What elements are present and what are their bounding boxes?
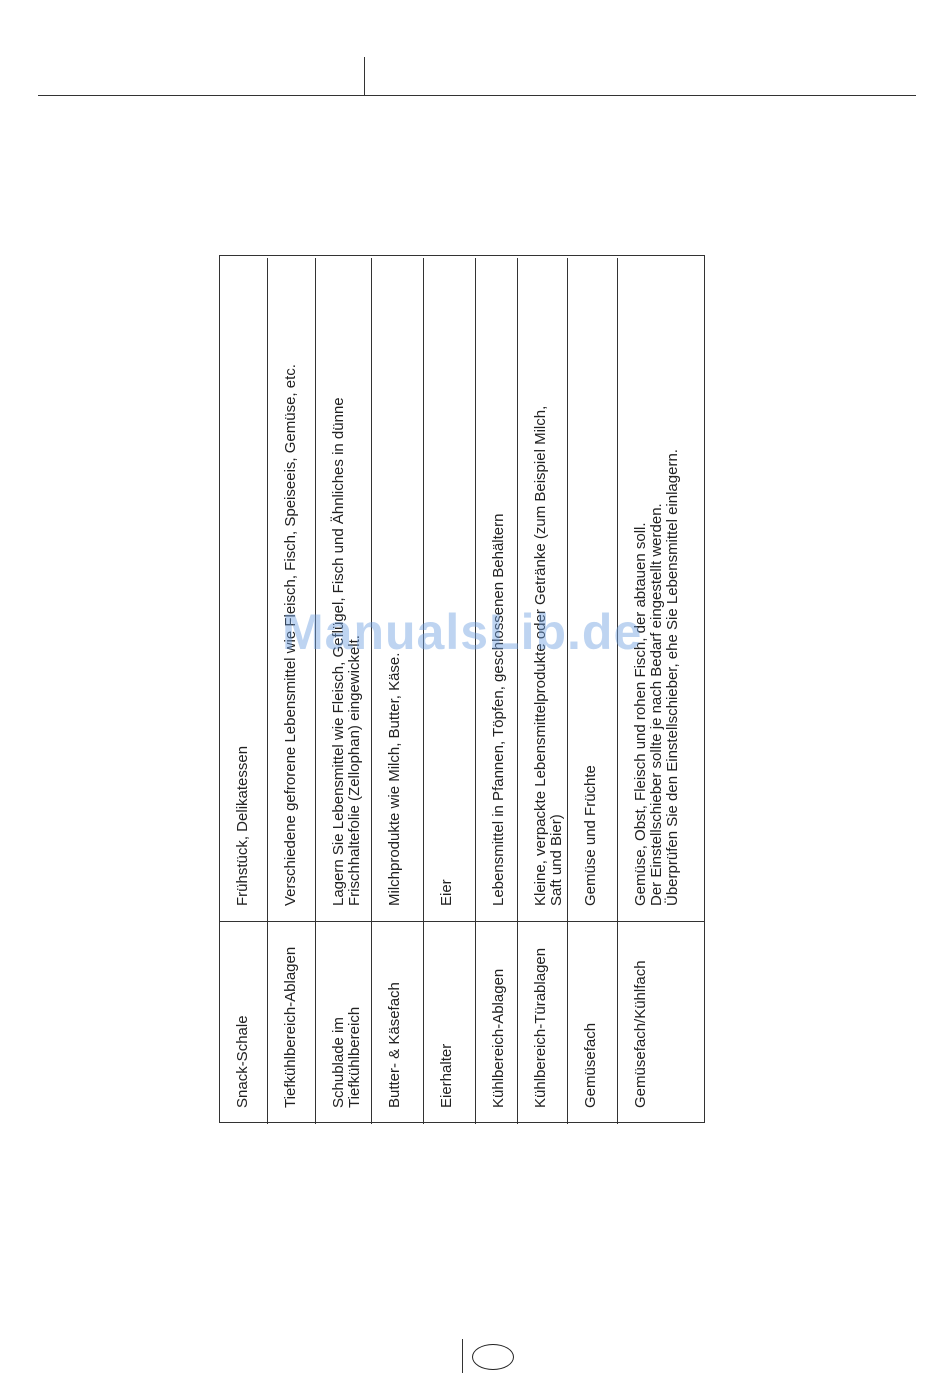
compartment-description [633, 266, 681, 906]
table-row [316, 258, 372, 1124]
storage-table-rotated [220, 258, 704, 1124]
description-line: Kleine, verpackte Lebensmittelprodukte oder Getränke (zum Beispiel Milch, [532, 405, 549, 906]
compartment-description [387, 266, 403, 906]
compartment-name: Kühlbereich-Türablagen [532, 947, 549, 1108]
table-row [220, 258, 268, 1124]
compartment-description [533, 266, 565, 906]
storage-table [219, 255, 705, 1123]
compartment-description [583, 266, 599, 906]
header-divider-tick [364, 57, 365, 95]
description-line: Verschiedene gefrorene Lebensmittel wie Fleisch, Fisch, Speiseeis, Gemüse, etc. [282, 364, 299, 906]
description-line: Frühstück, Delikatessen [234, 745, 251, 906]
table-row [518, 258, 568, 1124]
description-line: Milchprodukte wie Milch, Butter, Käse. [386, 652, 403, 906]
compartment-name: Kühlbereich-Ablagen [490, 968, 507, 1108]
compartment-description [331, 266, 363, 906]
compartment-description [439, 266, 455, 906]
description-line: Eier [438, 879, 455, 906]
page-number-oval [472, 1344, 514, 1370]
compartment-name: Snack-Schale [234, 1015, 251, 1108]
table-row [618, 258, 704, 1124]
footer-divider-tick [462, 1339, 463, 1373]
compartment-description [491, 266, 507, 906]
description-line: Saft und Bier) [548, 814, 565, 906]
compartment-description [235, 266, 251, 906]
compartment-name: Tiefkühlbereich-Ablagen [282, 946, 299, 1108]
compartment-name: Butter- & Käsefach [386, 982, 403, 1108]
table-row [268, 258, 316, 1124]
description-line: Frischhaltefolie (Zellophan) eingewickelt. [346, 635, 363, 906]
compartment-name: Schublade im Tiefkühlbereich [330, 1006, 363, 1108]
watermark: ManualsLib.de [282, 604, 643, 660]
description-line: Gemüse, Obst, Fleisch und rohen Fisch, der abtauen soll. [632, 522, 649, 906]
table-row [476, 258, 518, 1124]
description-line: Lebensmittel in Pfannen, Töpfen, geschlossenen Behältern [490, 513, 507, 906]
table-row [372, 258, 424, 1124]
description-line: Gemüse und Früchte [582, 765, 599, 906]
table-row [424, 258, 476, 1124]
header-rule [38, 95, 916, 96]
description-line: Der Einstellschieber sollte je nach Bedarf eingestellt werden. [648, 503, 665, 906]
table-row [568, 258, 618, 1124]
compartment-name: Eierhalter [438, 1043, 455, 1108]
description-line: Lagern Sie Lebensmittel wie Fleisch, Geflügel, Fisch und Ähnliches in dünne [330, 397, 347, 906]
description-line: Überprüfen Sie den Einstellschieber, ehe Sie Lebensmittel einlagern. [664, 449, 681, 906]
compartment-name: Gemüsefach [582, 1022, 599, 1108]
compartment-description [283, 266, 299, 906]
compartment-name: Gemüsefach/Kühlfach [632, 960, 649, 1108]
